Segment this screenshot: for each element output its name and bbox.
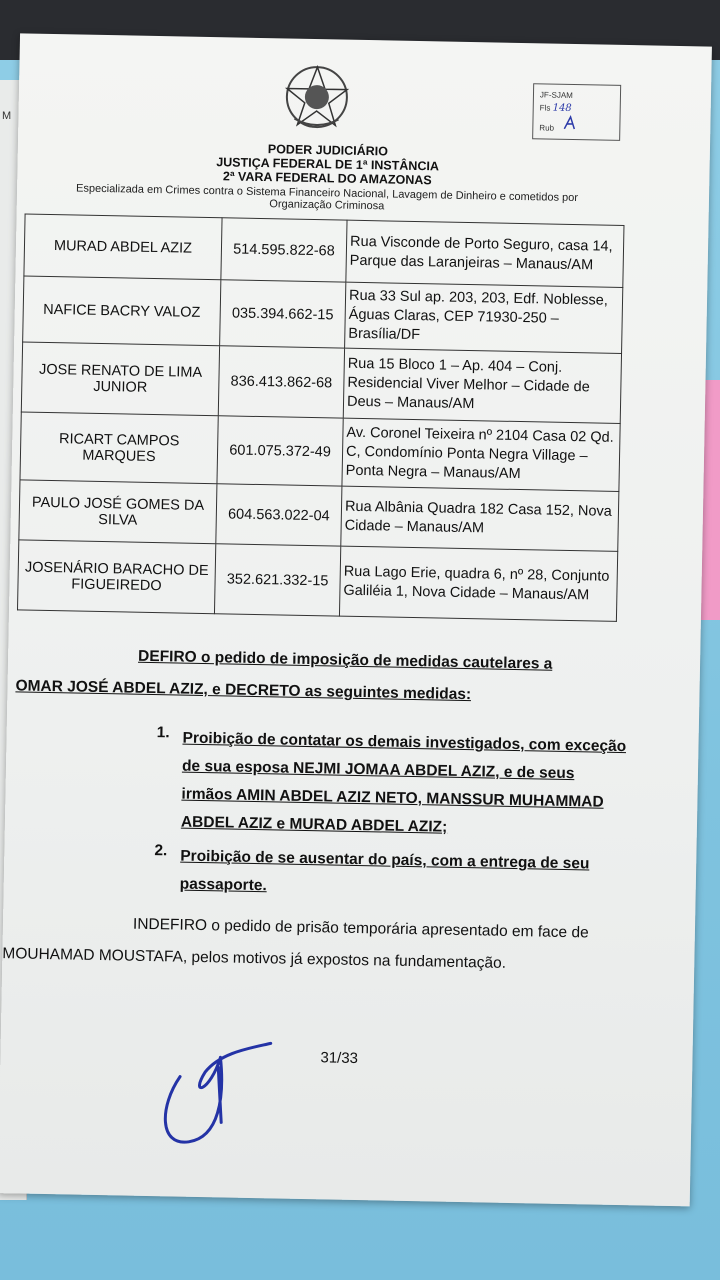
measures-list <box>153 724 626 913</box>
handwritten-signature-icon <box>148 1036 280 1168</box>
measure-item-2 <box>153 842 624 907</box>
person-name: RICART CAMPOS MARQUES <box>20 412 218 484</box>
person-address: Rua 15 Bloco 1 – Ap. 404 – Conj. Residencial Viver Melhor – Cidade de Deus – Manaus/AM <box>343 348 621 423</box>
person-address: Rua Lago Erie, quadra 6, nº 28, Conjunto Galiléia 1, Nova Cidade – Manaus/AM <box>339 546 617 621</box>
stamp-fls-label: Fls <box>539 103 551 113</box>
left-sheet-fragment: M <box>2 110 12 122</box>
table-row <box>24 214 624 287</box>
person-address: Av. Coronel Teixeira nº 2104 Casa 02 Qd. C, Condomínio Ponta Negra Village – Ponta Negra – Manaus/AM <box>342 418 620 491</box>
stamp-title: JF-SJAM <box>539 90 573 100</box>
person-cpf: 604.563.022-04 <box>216 484 342 546</box>
measure-text: Proibição de contatar os demais investigados, com exceção de sua esposa NEJMI JOMAA ABDEL AZIZ, e de seus irmãos AMIN ABDEL AZIZ NETO, MANSSUR MUHAMMAD ABDEL AZIZ e MURAD ABDEL AZIZ; <box>180 729 627 836</box>
person-address: Rua 33 Sul ap. 203, 203, Edf. Noblesse, Águas Claras, CEP 71930-250 – Brasília/DF <box>345 282 623 353</box>
table-row <box>21 342 621 423</box>
measure-number: 2. <box>154 842 168 860</box>
person-name: JOSE RENATO DE LIMA JUNIOR <box>21 342 219 416</box>
header-line-1: PODER JUDICIÁRIO <box>267 142 389 159</box>
person-cpf: 601.075.372-49 <box>217 416 343 486</box>
person-name: MURAD ABDEL AZIZ <box>24 214 222 280</box>
person-cpf: 514.595.822-68 <box>221 218 347 282</box>
person-cpf: 035.394.662-15 <box>220 280 346 348</box>
table-row <box>20 412 620 491</box>
stamp-fls-value: 148 <box>552 102 572 114</box>
measure-number: 1. <box>156 724 170 742</box>
document-page <box>0 33 712 1206</box>
header-line-3: 2ª VARA FEDERAL DO AMAZONAS <box>222 169 432 188</box>
coat-of-arms-icon <box>280 60 353 133</box>
measure-text: Proibição de se ausentar do país, com a entrega de seu passaporte. <box>179 847 590 895</box>
indefiro-line-1: INDEFIRO o pedido de prisão temporária apresentado em face de <box>132 915 589 942</box>
header-line-2: JUSTIÇA FEDERAL DE 1ª INSTÂNCIA <box>216 155 440 174</box>
stamp-initials-icon <box>556 115 586 132</box>
measure-item-1 <box>155 724 627 845</box>
page-number: 31/33 <box>320 1049 359 1068</box>
indefiro-line-2: MOUHAMAD MOUSTAFA, pelos motivos já expostos na fundamentação. <box>2 945 507 972</box>
stamp-rub-label: Rub <box>539 123 555 133</box>
person-name: NAFICE BACRY VALOZ <box>23 276 221 346</box>
court-specialization: Especializada em Crimes contra o Sistema Financeiro Nacional, Lavagem de Dinheiro e cometidos por Organização Criminosa <box>75 182 579 213</box>
person-address: Rua Albânia Quadra 182 Casa 152, Nova Cidade – Manaus/AM <box>341 486 619 551</box>
person-name: PAULO JOSÉ GOMES DA SILVA <box>19 480 217 544</box>
person-name: JOSENÁRIO BARACHO DE FIGUEIREDO <box>17 540 215 614</box>
person-cpf: 836.413.862-68 <box>218 346 344 418</box>
table-row <box>17 540 617 621</box>
person-cpf: 352.621.332-15 <box>214 544 340 616</box>
decision-line-2: OMAR JOSÉ ABDEL AZIZ, e DECRETO as seguintes medidas: <box>15 677 472 704</box>
page-stamp <box>532 83 621 141</box>
person-address: Rua Visconde de Porto Seguro, casa 14, Parque das Laranjeiras – Manaus/AM <box>346 220 624 287</box>
table-row <box>23 276 623 353</box>
decision-line-1: DEFIRO o pedido de imposição de medidas cautelares a <box>137 647 553 673</box>
investigated-table <box>17 213 625 621</box>
